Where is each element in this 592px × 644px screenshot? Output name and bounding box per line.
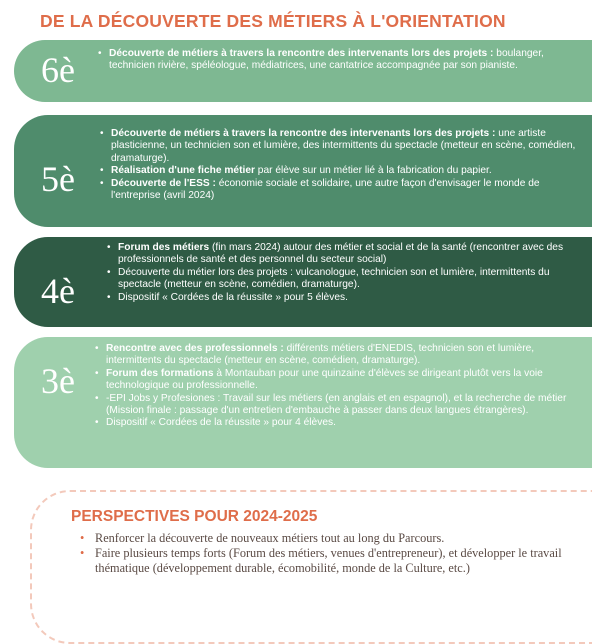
list-item: • Renforcer la découverte de nouveaux métiers tout au long du Parcours. [95, 531, 565, 546]
grade-label: 4è [41, 271, 75, 311]
level-items [109, 48, 579, 73]
level-items [118, 242, 580, 304]
level-card-3 [14, 337, 592, 468]
list-item: • Découverte de métiers à travers la rencontre des intervenants lors des projets : boulanger, technicien rivière, spéléologue, médiatrices, une cantatrice accompagnée par son pianiste. [109, 48, 579, 73]
list-item: • -EPI Jobs y Profesiones : Travail sur les métiers (en anglais et en espagnol), et la recherche de métier (Mission finale : passage d'un entretien d'embauche à passer dans deux langues étrangères). [106, 393, 581, 418]
list-item: • Rencontre avec des professionnels : différents métiers d'ENEDIS, technicien son et lumière, intermittents du spectacle (metteur en scène, comédien, dramaturge). [106, 343, 581, 368]
list-item: • Forum des formations à Montauban pour une quinzaine d'élèves se dirigeant plutôt vers la voie technologique ou professionnelle. [106, 368, 581, 393]
perspectives-title: PERSPECTIVES POUR 2024-2025 [71, 508, 318, 525]
list-item: • Dispositif « Cordées de la réussite » pour 4 élèves. [106, 417, 581, 429]
list-item: • Découverte de métiers à travers la rencontre des intervenants lors des projets : une artiste plasticienne, un technicien son et lumière, des intermittents du spectacle (metteur en scène, comédien, dramaturge). [111, 128, 581, 165]
page-title: DE LA DÉCOUVERTE DES MÉTIERS À L'ORIENTATION [40, 11, 506, 31]
list-item: • Faire plusieurs temps forts (Forum des métiers, venues d'entrepreneur), et développer le travail thématique (développement durable, écomobilité, monde de la Culture, etc.) [95, 546, 565, 576]
perspectives-list [95, 531, 565, 577]
grade-label: 5è [41, 159, 75, 199]
level-items [111, 128, 581, 202]
grade-label: 6è [41, 50, 75, 90]
list-item: • Réalisation d'une fiche métier par élève sur un métier lié à la fabrication du papier. [111, 165, 581, 177]
list-item: • Forum des métiers (fin mars 2024) autour des métier et social et de la santé (rencontrer avec des professionnels de santé et des personnel du secteur social) [118, 242, 580, 267]
level-items [106, 343, 581, 430]
grade-label: 3è [41, 361, 75, 401]
list-item: • Dispositif « Cordées de la réussite » pour 5 élèves. [118, 292, 580, 304]
list-item: • Découverte du métier lors des projets : vulcanologue, technicien son et lumière, intermittents du spectacle (metteur en scène, comédien, dramaturge). [118, 267, 580, 292]
level-card-4 [14, 237, 592, 327]
list-item: • Découverte de l'ESS : économie sociale et solidaire, une autre façon d'envisager le monde de l'entreprise (avril 2024) [111, 178, 581, 203]
level-card-5 [14, 115, 592, 227]
level-card-6 [14, 40, 592, 102]
